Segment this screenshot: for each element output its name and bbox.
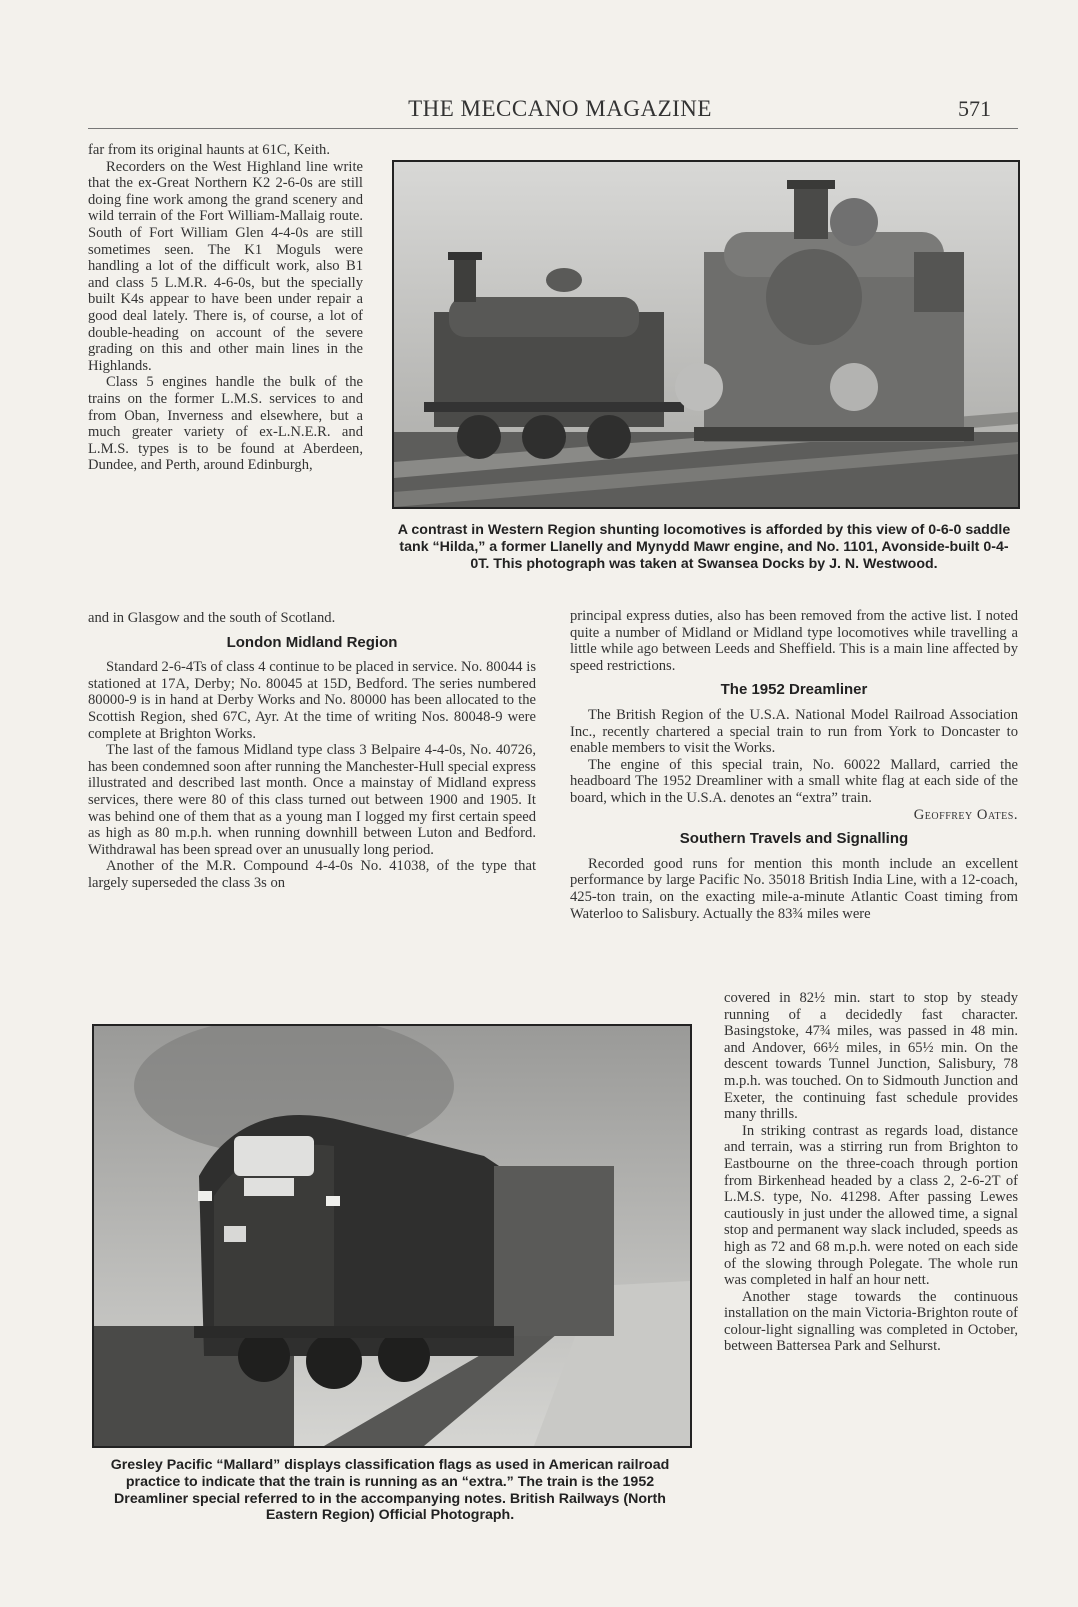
right-column-start: principal express duties, also has been removed from the active list. I noted quite a number of Midland or Midland type locomotives while travelling a little while ago between Leeds and Sheffield. This is a main line affected by speed restrictions. — [570, 608, 1018, 674]
mallard-photo — [92, 1024, 692, 1448]
southern-paragraph: In striking contrast as regards load, distance and terrain, was a stirring run from Brighton to Eastbourne on the three-coach through portion from Birkenhead headed by a class 2, 2-6-2T of L.M.S. type, No. 41298. After passing Lewes cautiously in just under the allowed time, a signal stop and permanent way slack included, speeds as high as 72 and 68 m.p.h. were noted on each side of the slowing through Polegate. The whole run was completed in half an hour nett. — [724, 1122, 1018, 1289]
lm-paragraph: Standard 2-6-4Ts of class 4 continue to be placed in service. No. 80044 is stationed at 17A, Derby; No. 80045 at 15D, Bedford. The series numbered 80000-9 is in hand at Derby Works and No. 80000 has been allocated to the Scottish Region, shed 67C, Ayr. At the time of writing Nos. 80048-9 were complete at Brighton Works. — [88, 659, 536, 742]
top-photo-caption: A contrast in Western Region shunting locomotives is afforded by this view of 0-6-0 saddle tank “Hilda,” a former Llanelly and Mynydd Mawr engine, and No. 1101, Avonside-built 0-4-0T. This photograph was taken at Swansea Docks by J. N. Westwood. — [397, 522, 1011, 572]
intro-continuation: and in Glasgow and the south of Scotland. — [88, 610, 336, 626]
intro-column — [88, 142, 363, 474]
narrow-column — [724, 990, 1018, 1355]
author-signature: Geoffrey Oates. — [913, 806, 1018, 823]
southern-paragraph-rest: covered in 82½ min. start to stop by steady running of a decidedly fast character. Basingstoke, 47¾ miles, was passed in 48 min. and Andover, 66½ miles, in 65½ min. On the descent towards Tunnel Junction, Salisbury, 78 m.p.h. was touched. On to Sidmouth Junction and Exeter, the continuing fast schedule provides many thrills. — [724, 990, 1018, 1123]
section-heading-southern: Southern Travels and Signalling — [679, 830, 909, 848]
dreamliner-paragraph: The engine of this special train, No. 60022 Mallard, carried the headboard The 1952 Dreamliner with a small white flag at each side of the board, which in the U.S.A. denotes an “extra” train. — [570, 756, 1018, 806]
section-heading-dreamliner: The 1952 Dreamliner — [720, 681, 868, 699]
mallard-illustration — [94, 1026, 690, 1446]
section-heading-london-midland: London Midland Region — [226, 633, 398, 651]
locomotives-illustration — [394, 162, 1018, 507]
southern-paragraph-start: Recorded good runs for mention this month include an excellent performance by large Pacific No. 35018 British India Line, with a 12-coach, 425-ton train, on the exacting mile-a-minute Atlantic Coast timing from Waterloo to Salisbury. Actually the 83¾ miles were — [570, 855, 1018, 922]
southern-paragraph: Another stage towards the continuous installation on the main Victoria-Brighton route of colour-light signalling was completed in October, between Battersea Park and Selhurst. — [724, 1288, 1018, 1355]
lm-paragraph: The last of the famous Midland type class 3 Belpaire 4-4-0s, No. 40726, has been condemned soon after running the Manchester-Hull special express illustrated and described last month. Once a mainstay of Midland express services, there were 80 of this class turned out between 1900 and 1905. It was behind one of them that as a young man I logged my first certain speed as high as 80 m.p.h. when running downhill between Luton and Bedford. Withdrawal has been spread over an unusually long period. — [88, 742, 536, 858]
intro-paragraph: Recorders on the West Highland line write that the ex-Great Northern K2 2-6-0s are still doing fine work among the grand scenery and wild terrain of the Fort William-Mallaig route. South of Fort William Glen 4-4-0s are still sometimes seen. The K1 Moguls were handling a lot of the difficult work, also B1 and class 5 L.M.R. 4-6-0s, but the specially built K4s appear to have been under repair a good deal lately. There is, of course, a lot of double-heading on account of the severe grading on this and other main lines in the Highlands. — [88, 158, 363, 374]
intro-paragraph: far from its original haunts at 61C, Keith. — [88, 142, 330, 158]
left-column — [88, 610, 536, 892]
intro-paragraph: Class 5 engines handle the bulk of the trains on the former L.M.S. services to and from Oban, Inverness and elsewhere, but a much greater variety of ex-L.N.E.R. and L.M.S. types is to be found at Aberdeen, Dundee, and Perth, around Edinburgh, — [88, 374, 363, 474]
dreamliner-paragraph: The British Region of the U.S.A. National Model Railroad Association Inc., recently chartered a special train to run from York to Doncaster to enable members to visit the Works. — [570, 706, 1018, 757]
magazine-title: THE MECCANO MAGAZINE — [408, 96, 712, 121]
header-rule — [88, 128, 1018, 129]
bottom-photo-caption: Gresley Pacific “Mallard” displays classification flags as used in American railroad practice to indicate that the train is running as an “extra.” The train is the 1952 Dreamliner special referred to in the accompanying notes. British Railways (North Eastern Region) Official Photograph. — [110, 1457, 670, 1524]
page-number: 571 — [958, 96, 991, 121]
right-column — [570, 608, 1018, 922]
lm-paragraph: Another of the M.R. Compound 4-4-0s No. 41038, of the type that largely superseded the class 3s on — [88, 858, 536, 891]
locomotives-photo — [392, 160, 1020, 509]
